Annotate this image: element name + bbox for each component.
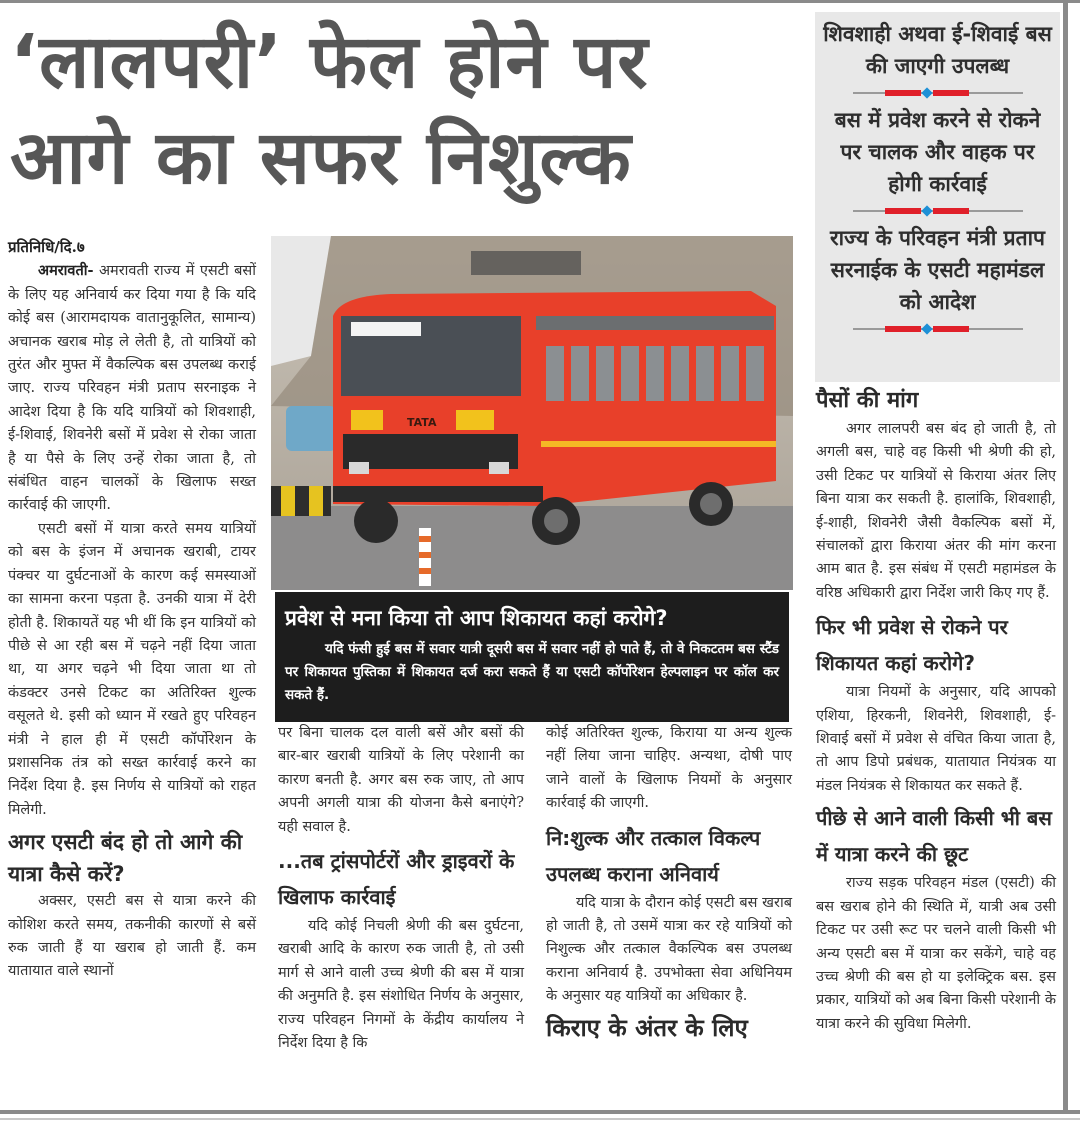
ornament-divider <box>853 322 1023 336</box>
bus-windows <box>546 346 764 401</box>
highlight-1: शिवशाही अथवा ई-शिवाई बस की जाएगी उपलब्ध <box>823 22 1052 78</box>
bus-illustration <box>271 236 793 590</box>
article-column-2 <box>278 722 524 1055</box>
subheading: पैसों की मांग <box>816 388 919 413</box>
route-plate-left <box>351 410 383 430</box>
headline-line-1: ‘लालपरी’ फेल होने पर <box>10 19 649 105</box>
article-column-4 <box>816 384 1056 1036</box>
article-column-3 <box>546 722 792 1047</box>
page-border-right <box>1063 0 1068 1114</box>
route-plate-right <box>456 410 494 430</box>
diamond-icon <box>921 323 932 334</box>
highlights-box <box>815 12 1060 382</box>
paragraph: राज्य सड़क परिवहन मंडल (एसटी) की बस खराब होने की स्थिति में, यात्री अब उसी टिकट पर उसी रूट पर चलने वाली किसी भी अन्य एसटी बस में यात्रा कर सकेंगे, चाहे वह उच्च श्रेणी की बस हो या इलेक्ट्रिक बस. इस प्रकार, यात्रियों को अब बिना किसी परेशानी के यात्रा करने की सुविधा मिलेगी. <box>816 875 1056 1032</box>
subheading: नि:शुल्क और तत्काल विकल्प उपलब्ध कराना अनिवार्य <box>546 825 761 886</box>
paragraph <box>8 259 256 517</box>
yellow-stripe <box>541 441 776 447</box>
car <box>286 406 336 451</box>
paragraph: एसटी बसों में यात्रा करते समय यात्रियों को बस के इंजन में अचानक खराबी, टायर पंक्चर या दुर्घटनाओं के कारण कई समस्याओं का सामना करना पड़ता है. उनकी यात्रा में देरी होती है. शिकायतें यह भी थीं कि इन यात्रियों को पीछे से आ रही बस में चढ़ने नहीं दिया जाता था, या अगर चढ़ने भी दिया जाता था तो कंडक्टर उनसे टिकट का अतिरिक्त शुल्क वसूलते थे. इसी को ध्यान में रखते हुए परिवहन मंत्री ने हाल ही में एसटी कॉर्पोरेशन के प्रशासनिक तंत्र को सख्त कार्रवाई करने का निर्देश दिया है. इस निर्णय से यात्रियों को राहत मिलेगी. <box>8 520 256 818</box>
paragraph: यदि यात्रा के दौरान कोई एसटी बस खराब हो जाती है, तो उसमें यात्रा कर रहे यात्रियों को निशुल्क और तत्काल वैकल्पिक बस उपलब्ध कराना अनिवार्य है. उपभोक्ता सेवा अधिनियम के अनुसार यह यात्रियों का अधिकार है. <box>546 894 792 1005</box>
diamond-icon <box>921 205 932 216</box>
bumper <box>333 486 543 502</box>
callout-title: प्रवेश से मना किया तो आप शिकायत कहां करोगे? <box>285 606 668 630</box>
paragraph: कोई अतिरिक्त शुल्क, किराया या अन्य शुल्क नहीं लिया जाना चाहिए. अन्यथा, दोषी पाए जाने वालों के खिलाफ नियमों के अनुसार कार्रवाई की जाएगी. <box>546 725 792 812</box>
subheading: फिर भी प्रवेश से रोकने पर शिकायत कहां करोगे? <box>816 615 1008 676</box>
page-border-bottom <box>0 1110 1080 1114</box>
ornament-divider <box>853 204 1023 218</box>
highlight-3: राज्य के परिवहन मंत्री प्रताप सरनाईक के एसटी महामंडल को आदेश <box>830 226 1045 314</box>
roof-rack <box>471 251 581 275</box>
page-border-bottom-thin <box>0 1118 1080 1120</box>
wheel <box>354 499 398 543</box>
headline <box>10 14 800 206</box>
diamond-icon <box>921 87 932 98</box>
highlight-2: बस में प्रवेश करने से रोकने पर चालक और वाहक पर होगी कार्रवाई <box>834 108 1041 196</box>
headline-line-2: आगे का सफर निशुल्क <box>10 115 632 201</box>
subheading: अगर एसटी बंद हो तो आगे की यात्रा कैसे करें? <box>8 830 243 887</box>
byline: प्रतिनिधि/दि.७ <box>8 238 85 256</box>
paragraph: यात्रा नियमों के अनुसार, यदि आपको एशिया, हिरकनी, शिवनेरी, शिवशाही, ई-शिवाई बसों में प्रवेश से वंचित किया जाता है, तो आप डिपो प्रबंधक, यातायात नियंत्रक या मंडल नियंत्रक से शिकायत कर सकते हैं. <box>816 684 1056 794</box>
bus-photo <box>271 236 793 590</box>
article-column-1 <box>8 236 256 984</box>
paragraph: अक्सर, एसटी बस से यात्रा करने की कोशिश करते समय, तकनीकी कारणों से बसें रुक जाती हैं या खराब हो जाती हैं. कम यातायात वाले स्थानों <box>8 893 256 980</box>
dateline: अमरावती- <box>38 262 94 280</box>
subheading: पीछे से आने वाली किसी भी बस में यात्रा करने की छूट <box>816 806 1052 867</box>
subheading: ...तब ट्रांसपोर्टरों और ड्राइवरों के खिलाफ कार्रवाई <box>278 849 515 910</box>
paragraph-text: अमरावती राज्य में एसटी बसों के लिए यह अनिवार्य कर दिया गया है कि यदि कोई बस (आरामदायक वातानुकूलित, सामान्य) अचानक खराब मोड़ ले लेती है, तो यात्रियों को तुरंत और मुफ्त में वैकल्पिक बस उपलब्ध कराई जाए. राज्य परिवहन मंत्री प्रताप सरनाइक ने आदेश दिया है कि यदि यात्रियों को शिवशाही, ई-शिवाई, शिवनेरी बसों में प्रवेश से रोका जाता है या पैसे के लिए उन्हें रोका जाता है, तो संबंधित वाहन चालकों के खिलाफ सख्त कार्रवाई की जाएगी. <box>8 263 256 514</box>
complaint-callout <box>275 592 789 722</box>
subheading: किराए के अंतर के लिए <box>546 1013 748 1042</box>
paragraph: अगर लालपरी बस बंद हो जाती है, तो अगली बस, चाहे वह किसी भी श्रेणी की हो, उसी टिकट पर यात्रियों से किराया अंतर लिए बिना यात्रा कर सकती है. हालांकि, शिवशाही, ई-शाही, शिवनेरी जैसी वैकल्पिक बसों में, संचालकों द्वारा किराया अंतर की मांग करना आम बात है. इस संबंध में एसटी महामंडल के वरिष्ठ अधिकारी द्वारा निर्देश जारी किए गए हैं. <box>816 421 1056 601</box>
paragraph: यदि कोई निचली श्रेणी की बस दुर्घटना, खराबी आदि के कारण रुक जाती है, तो उसी मार्ग से आने वाली उच्च श्रेणी की बस में यात्रा की अनुमति है. इस संशोधित निर्णय के अनुसार, राज्य परिवहन निगमों के केंद्रीय कार्यालय ने निर्देश दिया है कि <box>278 918 524 1052</box>
paragraph: पर बिना चालक दल वाली बसें और बसों की बार-बार खराबी यात्रियों के लिए परेशानी का कारण बनती है. अगर बस रुक जाए, तो आप अपनी अगली यात्रा की योजना कैसे बनाएंगे? यही सवाल है. <box>278 725 524 835</box>
callout-body: यदि फंसी हुई बस में सवार यात्री दूसरी बस में सवार नहीं हो पाते हैं, तो वे निकटतम बस स्टैंड पर शिकायत पुस्तिका में शिकायत दर्ज करा सकते हैं या एसटी कॉर्पोरेशन हेल्पलाइन पर कॉल कर सकते हैं. <box>285 641 779 703</box>
brand-badge: TATA <box>407 416 437 429</box>
page-border-top <box>0 0 1080 3</box>
ornament-divider <box>853 86 1023 100</box>
